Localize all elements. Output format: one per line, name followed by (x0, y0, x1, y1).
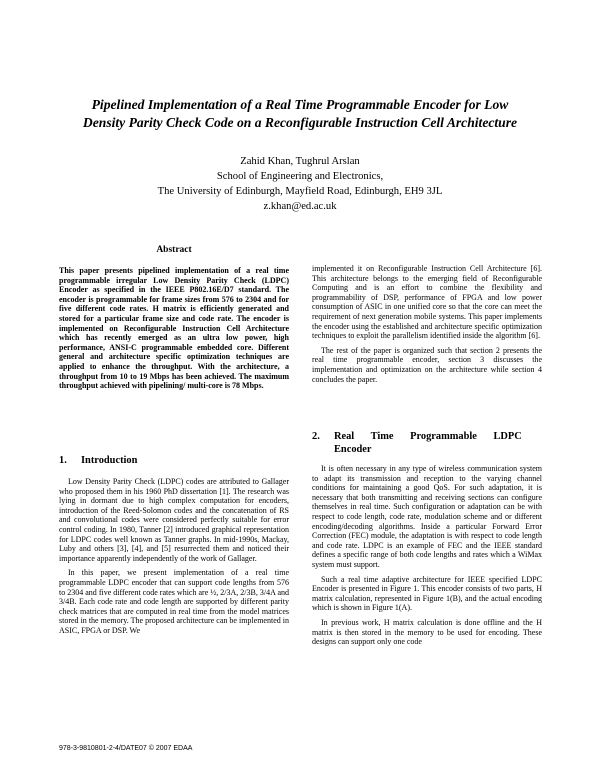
section-2-title-line-1: Real Time Programmable LDPC (334, 431, 522, 442)
section-1-title: Introduction (81, 455, 138, 466)
section-2-body (312, 464, 542, 647)
section-2-paragraph: Such a real time adaptive architecture for IEEE specified LDPC Encoder is presented in Figure 1. This encoder consists of two parts, H matrix calculation, represented in Figure 1(B), and the actual encoding which is shown in Figure 1(A). (312, 574, 542, 613)
author-block (100, 154, 500, 214)
abstract-heading: Abstract (156, 245, 192, 255)
affiliation-school: School of Engineering and Electronics, (216, 171, 384, 182)
abstract-text: This paper presents pipelined implementation of a real time programmable irregular Low Density Parity Check (LDPC) Encoder as specified in the IEEE P802.16E/D7 standard. The encoder is programmable for frame sizes from 576 to 2304 and for five different code rates. H matrix is efficiently generated and stored for a particular frame size and code rate. The encoder is implemented on Reconfigurable Instruction Cell Architecture which has recently emerged as an ultra low power, high performance, ANSI-C programmable embedded core. Different general and architecture specific optimization techniques are applied to enhance the throughput. With the architecture, a throughput from 10 to 19 Mbps has been achieved. The maximum throughput achieved with pipelining/ multi-core is 78 Mbps. (59, 266, 289, 391)
section-1-body (59, 477, 289, 636)
author-email: z.khan@ed.ac.uk (263, 201, 337, 212)
section-1-heading (59, 454, 137, 467)
affiliation-university: The University of Edinburgh, Mayfield Road, Edinburgh, EH9 3JL (157, 186, 443, 197)
section-1-paragraph: In this paper, we present implementation of a real time programmable LDPC encoder that can support code lengths from 576 to 2304 and five different code rates which are ½, 2/3A, 2/3B, 3/4A and 3/4B. Each code rate and code length are supported by different parity check matrices that are computed in real time from the model matrices stored in the memory. The proposed architecture can be implemented in ASIC, FPGA or DSP. We (59, 568, 289, 635)
section-1-number: 1. (59, 455, 67, 466)
section-2-paragraph: It is often necessary in any type of wireless communication system to adapt its transmission and reception to the varying channel conditions for maintaining a good QoS. For such adaptation, it is necessary that both transmitting and receiving sections can configure themselves in real time. Such configuration or adaptation can be with respect to code length, code rate, modulation scheme and or different encoding/decoding algorithms. Inside a particular Forward Error Correction (FEC) module, the adaptation is with respect to code length and code rate. LDPC is an example of FEC and the IEEE standard defines a specific range of both code lengths and rates which a WiMax system must support. (312, 464, 542, 569)
section-2-paragraph: In previous work, H matrix calculation is done offline and the H matrix is then stored in the memory to be used for encoding. These designs can support only one code (312, 617, 542, 647)
title-line-1: Pipelined Implementation of a Real Time Programmable Encoder for Low (91, 97, 509, 112)
section-2-title-line-2: Encoder (334, 444, 372, 455)
section-2-number: 2. (312, 431, 320, 442)
intro-continued-paragraph: The rest of the paper is organized such that section 2 presents the real time programmable encoder, section 3 discusses the implementation and optimization on the architecture while section 4 concludes the paper. (312, 345, 542, 384)
title-line-2: Density Parity Check Code on a Reconfigurable Instruction Cell Architecture (82, 115, 518, 130)
copyright-footer: 978-3-9810801-2-4/DATE07 © 2007 EDAA (59, 745, 193, 752)
paper-title (60, 96, 540, 132)
section-1-paragraph: Low Density Parity Check (LDPC) codes are attributed to Gallager who proposed them in his 1960 PhD dissertation [1]. The research was lying in dormant due to high complex computation for encoders, introduction of the Reed-Solomon codes and the concatenation of RS and convolutional codes were considered perfectly suitable for error control coding. In 1980, Tanner [2] introduced graphical representation for LDPC codes well known as Tanner graphs. In mid-1990s, Mackay, Luby and others [3], [4], and [5] resurrected them and noticed their importance apparently independently of the work of Gallager. (59, 477, 289, 563)
intro-continued-paragraph: implemented it on Reconfigurable Instruction Cell Architecture [6]. This architecture belongs to the emerging field of Reconfigurable Computing and is an effort to combine the flexibility and programmability of DSP, performance of FPGA and low power consumption of ASIC in one unified core so that the core can meet the requirement of next generation mobile systems. This paper implements the encoder using the established and architecture specific optimization techniques to exploit the parallelism identified inside the algorithm [6]. (312, 264, 542, 341)
author-names: Zahid Khan, Tughrul Arslan (240, 156, 360, 167)
right-column-intro-continued (312, 264, 542, 384)
section-2-heading (312, 430, 542, 456)
